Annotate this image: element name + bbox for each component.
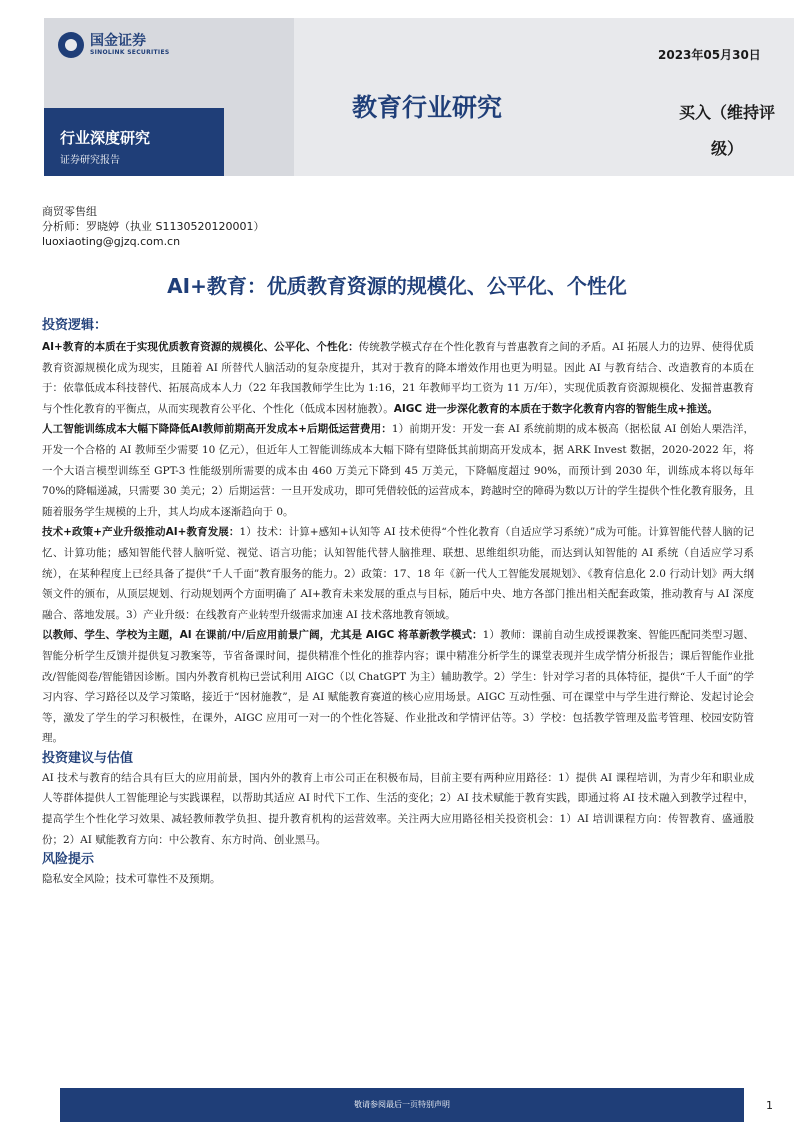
report-body [42, 316, 754, 890]
report-type: 行业深度研究 [60, 129, 151, 147]
paragraph-drivers-text: 1）技术：计算+感知+认知等 AI 技术使得“个性化教育（自适应学习系统）”成为可能。计算智能代替人脑的记忆、计算功能；感知智能代替人脑听觉、视觉、语言功能；认知智能代替人脑推理、联想、思维组织功能，而达到认知智能的 AI 系统（自适应学习系统），在某种程度上已经具备了提供“千人千面”教育服务的能力。2）政策：17、18 年《新一代人工智能发展规划》、《教育信息化 2.0 行动计划》两大纲领文件的颁布，从顶层规划、行动规划两个方面明确了 AI+教育未来发展的重点与目标，随后中央、地方各部门推出相关配套政策，推动教育与 AI 深度融合、落地发展。3）产业升级：在线教育产业转型升级需求加速 AI 技术落地教育领域。 [42, 526, 754, 621]
report-date: 2023年05月30日 [658, 48, 761, 62]
footer-disclaimer: 敬请参阅最后一页特别声明 [354, 1100, 450, 1109]
analyst-name: 分析师：罗晓婷（执业 S1130520120001） [42, 220, 265, 233]
report-subtype: 证券研究报告 [60, 155, 120, 166]
section-heading-risk: 风险提示 [42, 852, 95, 868]
page-number: 1 [766, 1099, 773, 1112]
report-title: AI+教育：优质教育资源的规模化、公平化、个性化 [167, 274, 627, 298]
logo-mark-icon [58, 32, 84, 58]
section-heading-advice: 投资建议与估值 [42, 750, 134, 766]
logo-chinese-name: 国金证券 [90, 33, 146, 49]
section-heading-logic: 投资逻辑： [42, 318, 108, 333]
paragraph-essence-lead: AI+教育的本质在于实现优质教育资源的规模化、公平化、个性化： [42, 341, 359, 353]
paragraph-applications-text: 1）教师：课前自动生成授课教案、智能匹配同类型习题、智能分析学生反馈并提供复习教案等，节省备课时间，提供精准个性化的推荐内容；课中精准分析学生的课堂表现并生成学情分析报告；课后智能作业批改/智能阅卷/智能错因诊断。国内外教育机构已尝试利用 AIGC（以 ChatGPT 为主）辅助教学。2）学生：针对学习者的具体特征，提供“千人千面”的学习内容、学习路径以及学习策略，接近于“因材施教”，是 AI 赋能教育赛道的核心应用场景。AIGC 互动性强、可在课堂中与学生进行辩论、发起讨论会等，激发了学生的学习积极性，在课外，AIGC 应用可一对一的个性化答疑、作业批改和学情评估等。3）学校：包括教学管理及监考管理、校园安防管理。 [42, 629, 754, 745]
rating [662, 95, 792, 167]
paragraph-cost [42, 419, 754, 522]
paragraph-risk: 隐私安全风险；技术可靠性不及预期。 [42, 873, 221, 886]
company-logo [58, 32, 169, 58]
paragraph-applications [42, 625, 754, 749]
paragraph-advice: AI 技术与教育的结合具有巨大的应用前景，国内外的教育上市公司正在积极布局，目前主要有两种应用路径：1）提供 AI 课程培训，为青少年和职业成人等群体提供人工智能理论与实践课程，以帮助其适应 AI 时代下工作、生活的变化；2）AI 技术赋能于教育实践，即通过将 AI 技术融入到教学过程中，提高学生个性化学习效果、减轻教师教学负担、提升教育机构的运营效率。关注两大应用路径相关投资机会：1）AI 培训课程方向：传智教育、盛通股份；2）AI 赋能教育方向：中公教育、东方时尚、创业黑马。 [42, 771, 754, 846]
paragraph-essence-text: 传统教学模式存在个性化教育与普惠教育之间的矛盾。AI 拓展人力的边界、使得优质教育资源规模化成为现实，且随着 AI 所替代人脑活动的复杂度提升，其对于教育的降本增效作用也更为明显。因此 AI 与教育结合、改造教育的本质在于：依靠低成本科技替代、拓展高成本人力（22 年我国教师学生比为 1:16，21 年教师平均工资为 11 万/年），实现优质教育资源规模化、发掘普惠教育与个性化教育的平衡点，从而实现教育公平化、个性化（低成本因材施教）。 [42, 341, 754, 415]
paragraph-essence-tail: AIGC 进一步深化教育的本质在于数字化教育内容的智能生成+推送。 [393, 402, 719, 415]
logo-english-name: SINOLINK SECURITIES [90, 49, 170, 56]
paragraph-applications-lead: 以教师、学生、学校为主题，AI 在课前/中/后应用前景广阔，尤其是 AIGC 将革新教学模式： [42, 629, 483, 642]
analyst-sector: 商贸零售组 [42, 205, 97, 218]
rating-line-2: 级） [710, 139, 743, 158]
rating-line-1: 买入（维持评 [678, 103, 775, 122]
analyst-email: luoxiaoting@gjzq.com.cn [42, 235, 181, 248]
analyst-info [42, 204, 264, 249]
paragraph-drivers [42, 522, 754, 625]
paragraph-cost-text: 1）前期开发：开发一套 AI 系统前期的成本极高（据松鼠 AI 创始人栗浩洋，开发一个合格的 AI 教师至少需要 10 亿元），但近年人工智能训练成本大幅下降有望降低其前期高开发成本，据 ARK Invest 数据，2020-2022 年，将一个大语言模型训练至 GPT-3 性能级别所需要的成本由 460 万美元下降到 45 万美元，下降幅度超过 90%，而预计到 2030 年，训练成本将以每年 70%的降幅递减，只需要 30 美元；2）后期运营：一旦开发成功，即可凭借较低的运营成本，跨越时空的障碍为数以万计的学生提供个性化教育服务，且随着服务学生规模的上升，其人均成本逐渐趋向于 0。 [42, 423, 754, 518]
paragraph-cost-lead: 人工智能训练成本大幅下降降低AI教师前期高开发成本+后期低运营费用： [42, 423, 392, 436]
paragraph-drivers-lead: 技术+政策+产业升级推动AI+教育发展： [42, 526, 240, 539]
paragraph-essence [42, 337, 754, 419]
industry-title: 教育行业研究 [352, 93, 503, 122]
